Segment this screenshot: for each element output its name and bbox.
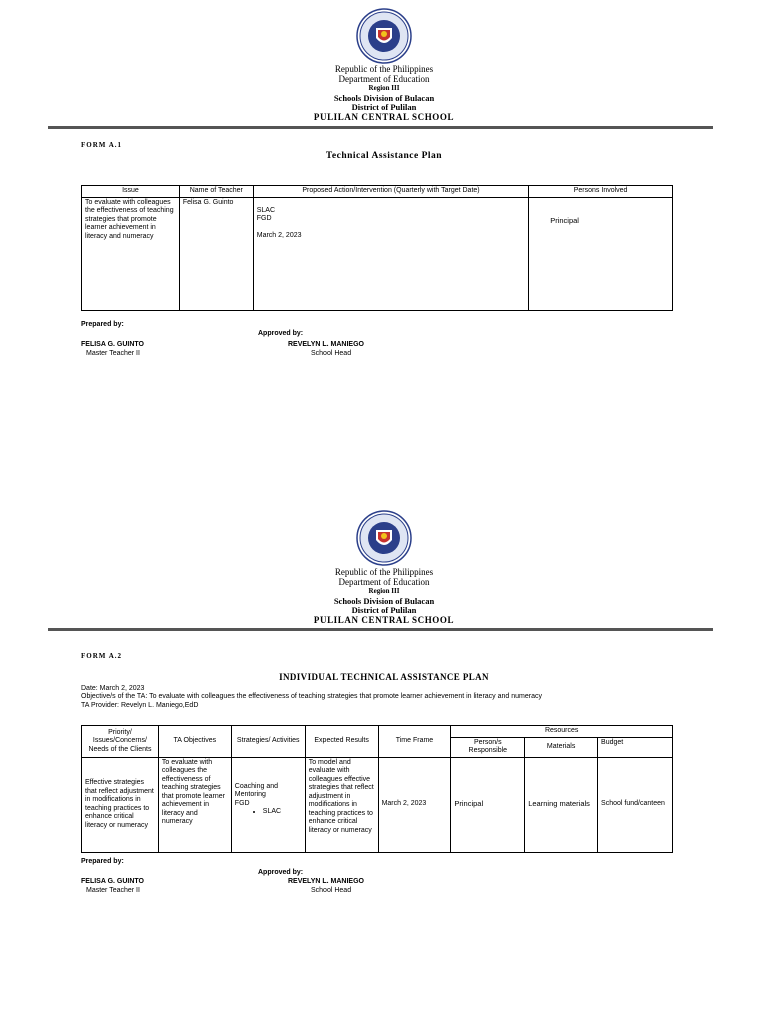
strategies-cell (231, 757, 305, 852)
prepared-by-title: Master Teacher II (86, 350, 140, 357)
approved-by-label: Approved by: (258, 869, 304, 876)
school-line: PULILAN CENTRAL SCHOOL (313, 111, 455, 122)
column-header: Proposed Action/Intervention (Quarterly with Target Date) (253, 186, 528, 198)
letterhead-2 (0, 568, 768, 625)
budget-cell: School fund/canteen (598, 757, 673, 852)
division-line: Schools Division of Bulacan (333, 92, 435, 103)
persons-cell (529, 197, 673, 310)
approved-by-name: REVELYN L. MANIEGO (288, 341, 364, 348)
column-header: Time Frame (378, 726, 451, 758)
results-cell: To model and evaluate with colleagues effective strategies that reflect adjustment in modifications in teaching practices to enhance critical literacy or numeracy (305, 757, 378, 852)
column-header: Strategies/ Activities (231, 726, 305, 758)
strategy-slac: • SLAC (263, 808, 302, 817)
republic-line: Republic of the Philippines (334, 567, 434, 577)
timeframe-cell: March 2, 2023 (378, 757, 451, 852)
strategy-fgd: FGD (234, 799, 250, 807)
objectives-cell: To evaluate with colleagues the effectiveness of teaching strategies that promote learner achievement in literacy and numeracy (158, 757, 231, 852)
department-line: Department of Education (338, 576, 430, 587)
form-code: FORM A.2 (81, 652, 123, 660)
itap-table (81, 725, 673, 853)
column-header: Priority/ Issues/Concerns/ Needs of the Clients (82, 726, 159, 758)
objective-label: Objective/s of the TA: (81, 693, 148, 700)
region-line: Region III (368, 587, 400, 595)
region-line: Region III (368, 84, 400, 92)
approved-by-title: School Head (311, 887, 352, 894)
objective-text: To evaluate with colleagues the effectiveness of teaching strategies that promote learner achievement in literacy and numeracy (149, 693, 542, 700)
action-fgd: FGD (256, 215, 272, 222)
letterhead-1 (0, 65, 768, 122)
column-header: Person/s Responsible (451, 737, 525, 757)
district-line: District of Pulilan (351, 605, 417, 615)
materials-cell: Learning materials (525, 757, 598, 852)
column-header: Expected Results (305, 726, 378, 758)
date-line: Date: March 2, 2023 (81, 685, 145, 692)
table-row (82, 757, 673, 852)
division-line: Schools Division of Bulacan (333, 595, 435, 606)
prepared-by-title: Master Teacher II (86, 887, 140, 894)
approved-by-title: School Head (311, 350, 352, 357)
district-line: District of Pulilan (351, 102, 417, 112)
issue-cell: To evaluate with colleagues the effectiveness of teaching strategies that promote learner achievement in literacy and numeracy (82, 197, 180, 310)
persons-value: Principal (550, 215, 579, 225)
school-line: PULILAN CENTRAL SCHOOL (313, 614, 455, 625)
republic-line: Republic of the Philippines (334, 64, 434, 74)
teacher-cell: Felisa G. Guinto (179, 197, 253, 310)
approved-by-label: Approved by: (258, 330, 304, 337)
responsible-cell: Principal (451, 757, 525, 852)
prepared-by-name: FELISA G. GUINTO (81, 878, 145, 885)
column-header: Budget (598, 737, 673, 757)
header-divider (48, 628, 713, 631)
column-header: Issue (82, 186, 180, 198)
action-date: March 2, 2023 (256, 231, 302, 239)
prepared-by-label: Prepared by: (81, 858, 124, 865)
column-header: Persons Involved (529, 186, 673, 198)
action-cell (253, 197, 528, 310)
prepared-by-name: FELISA G. GUINTO (81, 341, 145, 348)
form-code: FORM A.1 (81, 141, 123, 149)
prepared-by-label: Prepared by: (81, 321, 124, 328)
header-divider (48, 126, 713, 129)
strategy-coaching: Coaching and Mentoring (234, 782, 278, 798)
action-slac: SLAC (256, 206, 276, 214)
priority-cell: Effective strategies that reflect adjustment in modifications in teaching practices to enhance critical literacy or numeracy (82, 757, 159, 852)
column-header: Resources (451, 726, 673, 738)
table-row (82, 197, 673, 310)
deped-seal-logo (356, 510, 412, 566)
column-header: Name of Teacher (179, 186, 253, 198)
column-header: TA Objectives (158, 726, 231, 758)
department-line: Department of Education (338, 73, 430, 84)
ta-plan-table (81, 185, 673, 311)
objective-line (81, 693, 542, 702)
provider-line: TA Provider: Revelyn L. Maniego,EdD (81, 702, 199, 709)
approved-by-name: REVELYN L. MANIEGO (288, 878, 364, 885)
page-title: INDIVIDUAL TECHNICAL ASSISTANCE PLAN (279, 672, 489, 682)
page-title: Technical Assistance Plan (325, 151, 443, 161)
deped-seal-logo (356, 8, 412, 64)
column-header: Materials (525, 737, 598, 757)
